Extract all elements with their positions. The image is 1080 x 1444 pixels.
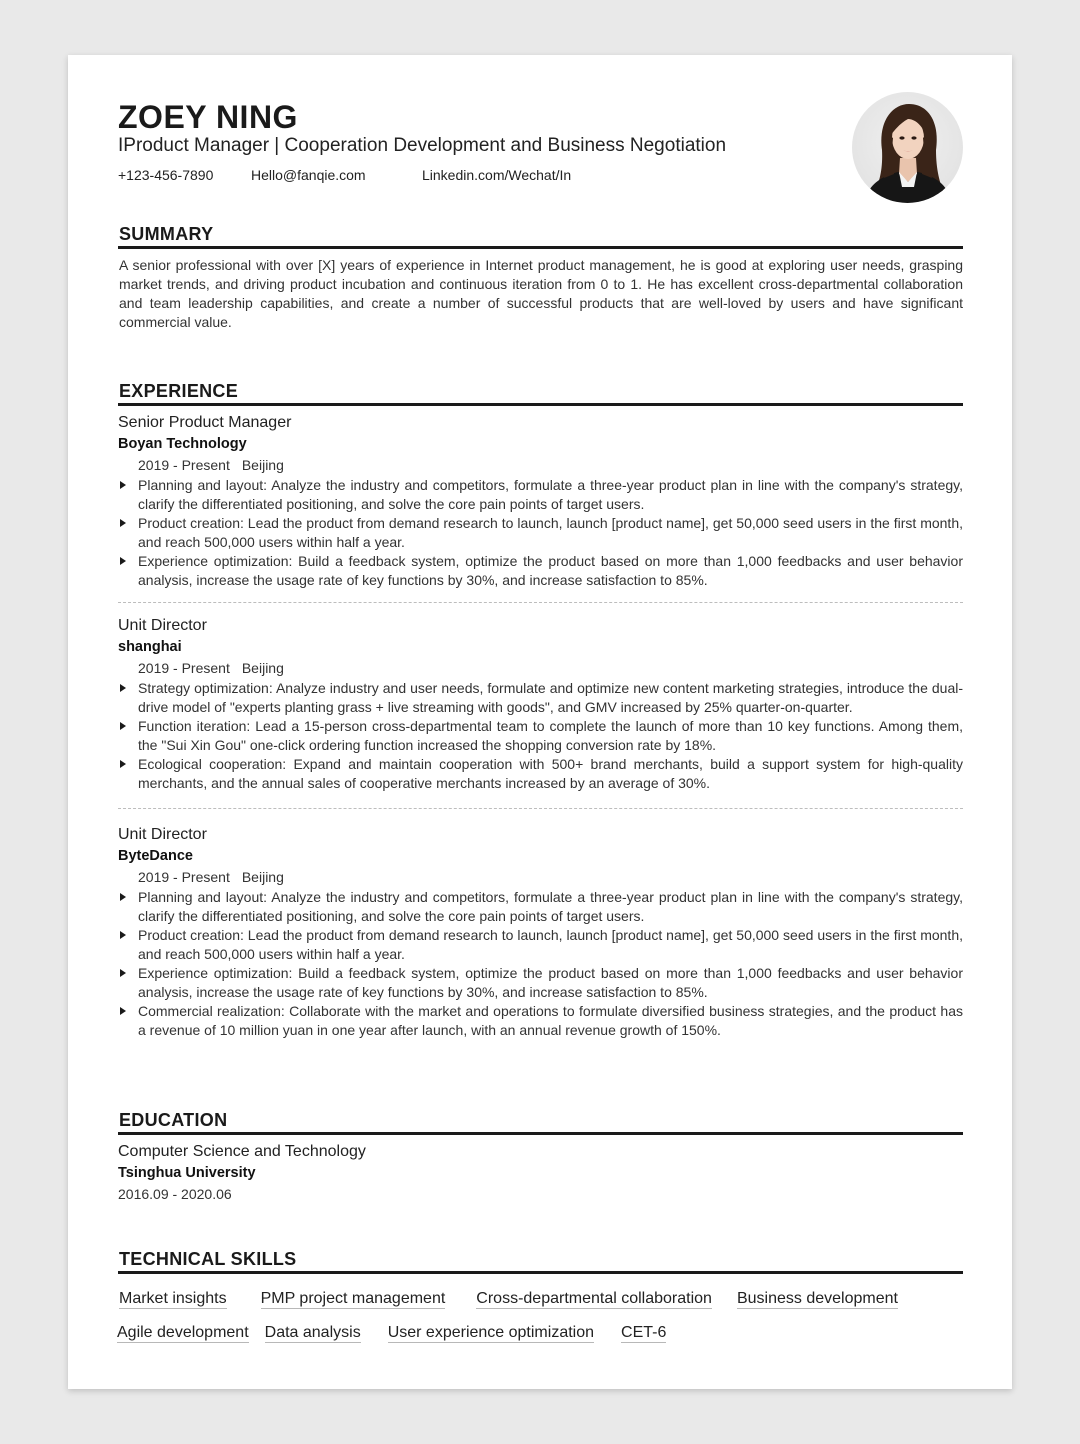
job-role: Senior Product Manager xyxy=(118,414,292,431)
experience-section xyxy=(118,380,963,1040)
phone-number: +123-456-7890 xyxy=(118,167,214,183)
bullet-arrow-icon xyxy=(120,722,126,730)
job-entry xyxy=(118,412,963,590)
job-location: Beijing xyxy=(241,660,284,676)
skill-tag: Data analysis xyxy=(264,1324,361,1341)
skills-heading: TECHNICAL SKILLS xyxy=(118,1248,963,1274)
job-meta xyxy=(118,867,963,888)
list-item: Product creation: Lead the product from demand research to launch, launch [product name], get 50,000 seed users in the first month, and reach 500,000 users within half a year. xyxy=(118,926,963,964)
bullet-arrow-icon xyxy=(120,481,126,489)
social-link: Linkedin.com/Wechat/In xyxy=(422,167,572,183)
skills-section xyxy=(118,1248,963,1352)
job-entry xyxy=(118,615,963,793)
portrait-photo-icon xyxy=(852,92,963,203)
experience-heading: EXPERIENCE xyxy=(118,380,963,406)
list-item: Ecological cooperation: Expand and maintain cooperation with 500+ brand merchants, build a support system for high-quality merchants, and the annual sales of cooperative merchants increased by an average of 30%. xyxy=(118,755,963,793)
summary-text: A senior professional with over [X] years of experience in Internet product management, he is good at exploring user needs, grasping market trends, and driving product incubation and continuous iteration from 0 to 1. He has excellent cross-departmental collaboration and team leadership capabilities, and create a number of successful products that are well-loved by users and have significant commercial value. xyxy=(119,257,963,330)
list-item: Experience optimization: Build a feedback system, optimize the product based on more than 1,000 feedbacks and user behavior analysis, increase the usage rate of key functions by 30%, and increase satisfaction to 85%. xyxy=(118,964,963,1002)
list-item: Commercial realization: Collaborate with the market and operations to formulate diversified business strategies, and the product has a revenue of 10 million yuan in one year after launch, with an annual revenue growth of 150%. xyxy=(118,1002,963,1040)
job-meta xyxy=(118,455,963,476)
education-dates: 2016.09 - 2020.06 xyxy=(118,1186,232,1202)
skills-list xyxy=(118,1284,963,1352)
job-meta xyxy=(118,658,963,679)
email-address: Hello@fanqie.com xyxy=(251,167,366,183)
skill-tag: Business development xyxy=(736,1290,898,1307)
list-item: Product creation: Lead the product from demand research to launch, launch [product name], get 50,000 seed users in the first month, and reach 500,000 users within half a year. xyxy=(118,514,963,552)
skill-tag: Market insights xyxy=(119,1290,227,1307)
job-dates: 2019 - Present xyxy=(138,660,230,676)
bullet-arrow-icon xyxy=(120,931,126,939)
summary-heading: SUMMARY xyxy=(118,223,963,249)
avatar xyxy=(852,92,963,203)
education-heading: EDUCATION xyxy=(118,1109,963,1135)
job-divider xyxy=(118,808,963,809)
bullet-arrow-icon xyxy=(120,969,126,977)
job-entry xyxy=(118,824,963,1040)
job-role: Unit Director xyxy=(118,826,207,843)
bullet-arrow-icon xyxy=(120,760,126,768)
education-section xyxy=(118,1109,963,1205)
skill-tag: User experience optimization xyxy=(387,1324,595,1341)
job-location: Beijing xyxy=(241,457,284,473)
job-dates: 2019 - Present xyxy=(138,457,230,473)
bullet-arrow-icon xyxy=(120,519,126,527)
candidate-name: ZOEY NING xyxy=(118,99,298,135)
job-company: ByteDance xyxy=(118,848,193,864)
list-item: Planning and layout: Analyze the industry and competitors, formulate a three-year product plan in line with the company's strategy, clarify the differentiated positioning, and solve the core pain points of target users. xyxy=(118,476,963,514)
job-location: Beijing xyxy=(241,869,284,885)
job-divider xyxy=(118,602,963,603)
job-bullets xyxy=(118,679,963,793)
job-dates: 2019 - Present xyxy=(138,869,230,885)
job-company: Boyan Technology xyxy=(118,436,247,452)
job-bullets xyxy=(118,476,963,590)
school: Tsinghua University xyxy=(118,1165,256,1181)
bullet-arrow-icon xyxy=(120,893,126,901)
resume-page xyxy=(68,55,1012,1389)
job-company: shanghai xyxy=(118,639,182,655)
job-bullets xyxy=(118,888,963,1040)
contact-info xyxy=(118,167,571,183)
summary-section xyxy=(118,223,963,332)
bullet-arrow-icon xyxy=(120,557,126,565)
resume-header xyxy=(118,55,963,225)
candidate-title: IProduct Manager | Cooperation Development and Business Negotiation xyxy=(118,135,727,156)
skill-tag: PMP project management xyxy=(260,1290,446,1307)
list-item: Function iteration: Lead a 15-person cross-departmental team to complete the launch of more than 10 key functions. Among them, the "Sui Xin Gou" one-click ordering function increased the shopping conversion rate by 18%. xyxy=(118,717,963,755)
list-item: Experience optimization: Build a feedback system, optimize the product based on more than 1,000 feedbacks and user behavior analysis, increase the usage rate of key functions by 30%, and increase satisfaction to 85%. xyxy=(118,552,963,590)
list-item: Planning and layout: Analyze the industry and competitors, formulate a three-year product plan in line with the company's strategy, clarify the differentiated positioning, and solve the core pain points of target users. xyxy=(118,888,963,926)
bullet-arrow-icon xyxy=(120,684,126,692)
bullet-arrow-icon xyxy=(120,1007,126,1015)
list-item: Strategy optimization: Analyze industry and user needs, formulate and optimize new content marketing strategies, introduce the dual-drive model of "experts planting grass + live streaming with goods", and GMV increased by 25% quarter-on-quarter. xyxy=(118,679,963,717)
skill-tag: Cross-departmental collaboration xyxy=(476,1290,712,1307)
skill-tag: Agile development xyxy=(117,1324,249,1341)
job-role: Unit Director xyxy=(118,617,207,634)
degree: Computer Science and Technology xyxy=(118,1143,366,1160)
skill-tag: CET-6 xyxy=(621,1324,667,1341)
